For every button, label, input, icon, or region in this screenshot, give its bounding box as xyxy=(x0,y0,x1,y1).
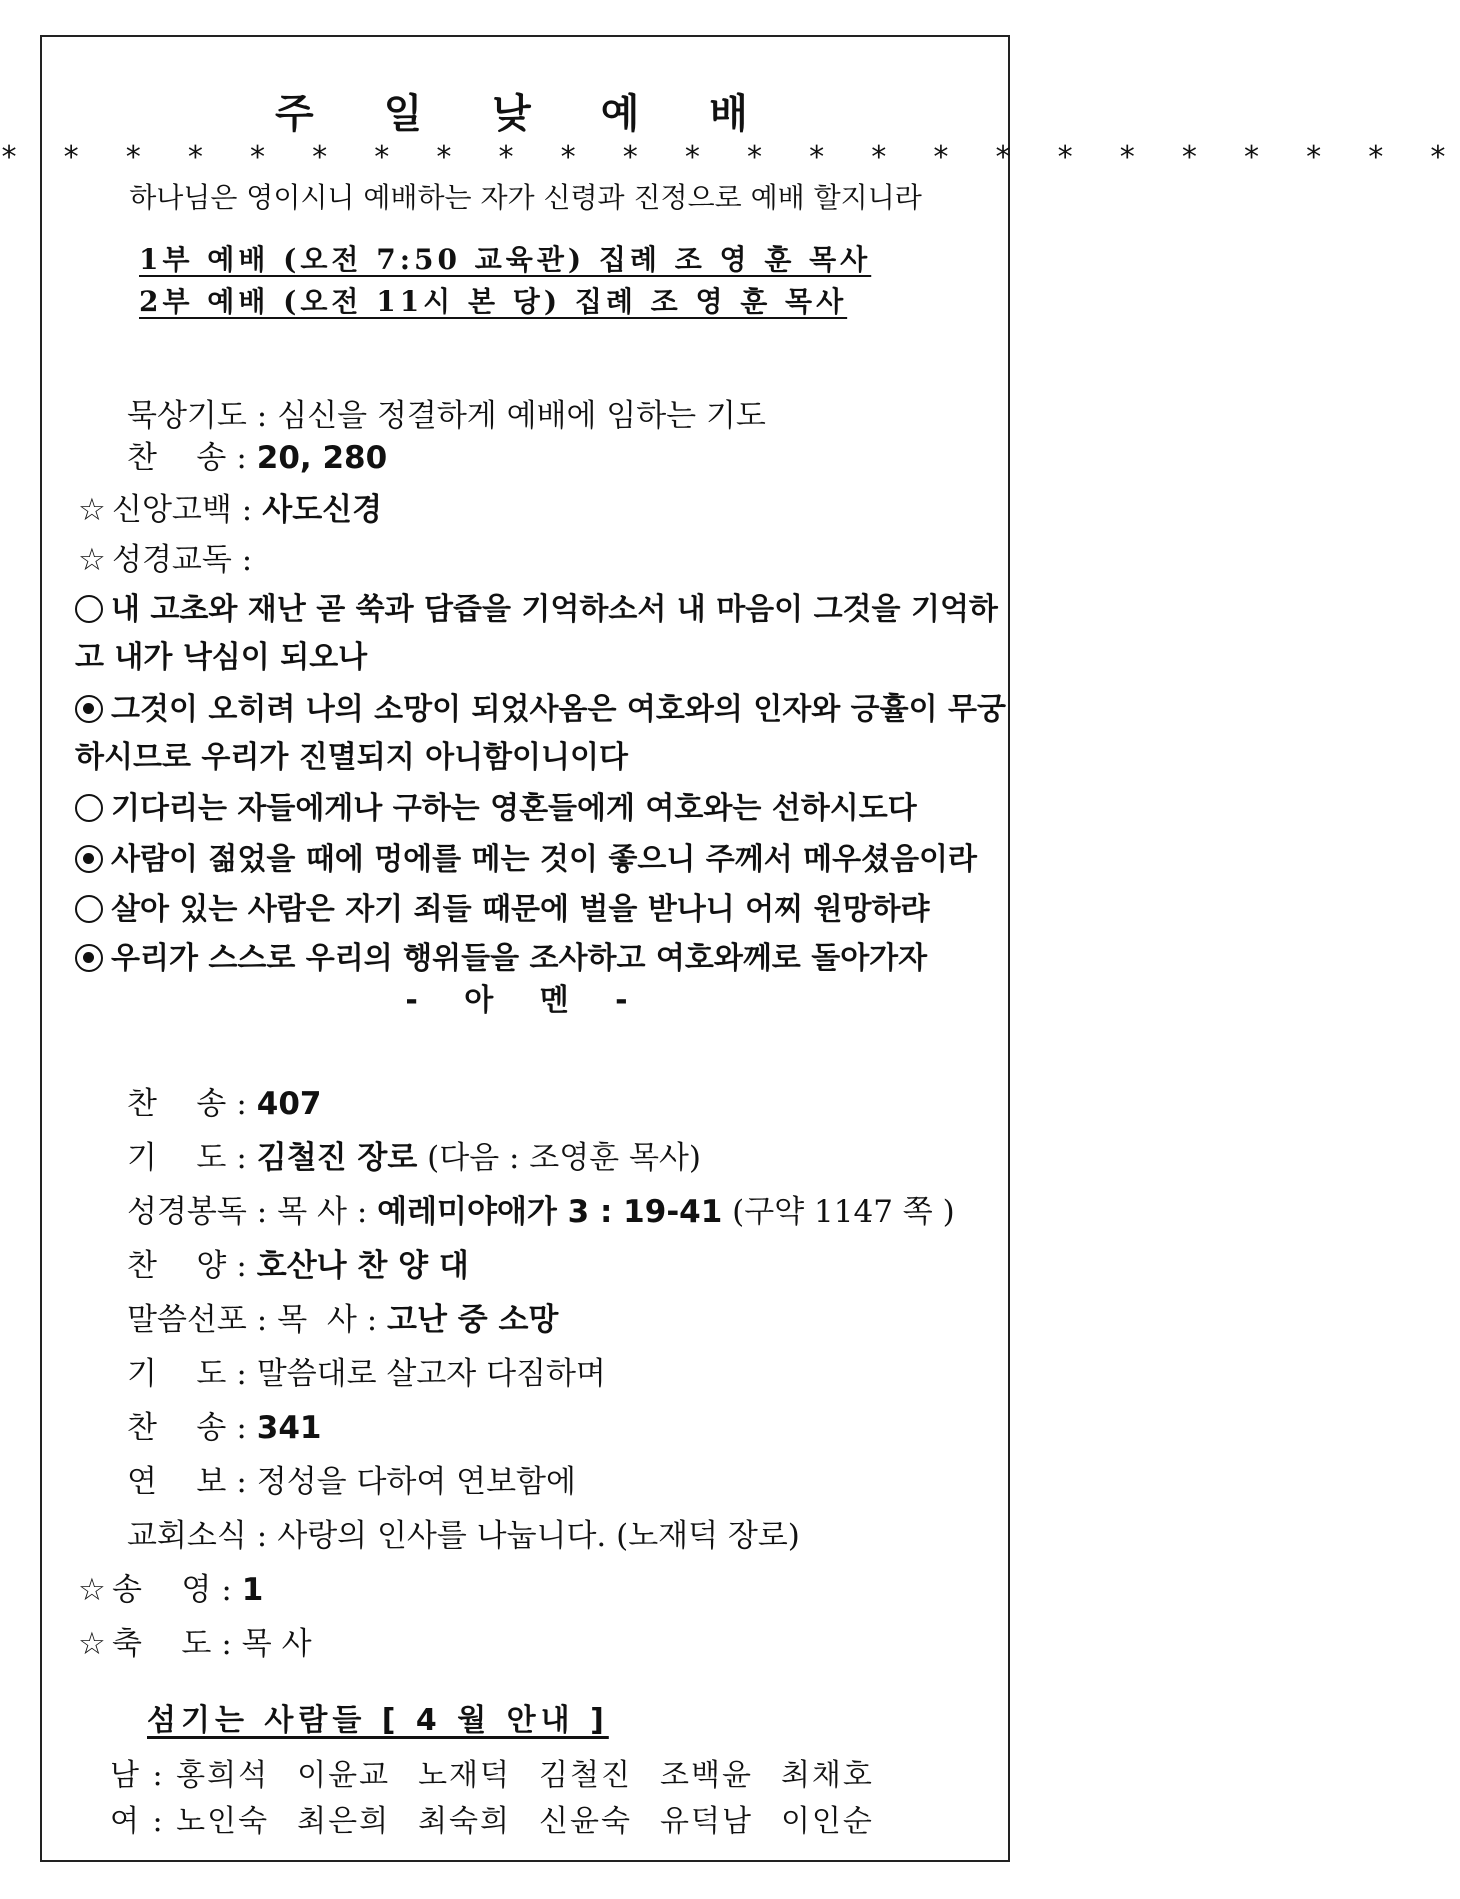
opening-row: 묵상기도 : 심신을 정결하게 예배에 임하는 기도 xyxy=(127,398,766,434)
opening-label: 찬 송 xyxy=(127,440,227,476)
opening-row: 찬 송 : 20, 280 xyxy=(127,440,388,476)
scripture-line: 사람이 젊었을 때에 멍에를 메는 것이 좋으니 주께서 메우셨음이라 xyxy=(75,834,977,878)
opening-value: 사도신경 xyxy=(262,492,383,528)
order-row: 기 도 : 김철진 장로 (다음 : 조영훈 목사) xyxy=(127,1140,701,1176)
order-row: 말씀선포 : 목 사 : 고난 중 소망 xyxy=(127,1302,559,1338)
order-row: 교회소식 : 사랑의 인사를 나눕니다. (노재덕 장로) xyxy=(127,1518,800,1554)
motto: 하나님은 영이시니 예배하는 자가 신령과 진정으로 예배 할지니라 xyxy=(129,181,922,214)
order-row: 찬 송 : 407 xyxy=(127,1086,322,1122)
scripture-line: 하시므로 우리가 진멸되지 아니함이니이다 xyxy=(75,740,628,775)
open-circle-icon xyxy=(75,794,103,822)
star-icon: ☆ xyxy=(78,542,106,578)
page-title: 주 일 낮 예 배 xyxy=(275,91,776,137)
opening-value: 20, 280 xyxy=(256,440,388,476)
scripture-line: 그것이 오히려 나의 소망이 되었사옴은 여호와의 인자와 긍휼이 무궁 xyxy=(75,684,1006,728)
order-row: 찬 송 : 341 xyxy=(127,1410,322,1446)
opening-label: 묵상기도 xyxy=(127,398,247,434)
amen: - 아 멘 - xyxy=(405,983,646,1018)
open-circle-icon xyxy=(75,895,103,923)
order-row: 찬 양 : 호산나 찬 양 대 xyxy=(127,1248,469,1284)
servants-women: 여 : 노인숙 최은희 최숙희 신윤숙 유덕남 이인순 xyxy=(110,1804,874,1839)
scripture-line: 내 고초와 재난 곧 쑥과 담즙을 기억하소서 내 마음이 그것을 기억하 xyxy=(75,584,998,628)
star-divider: * * * * * * * * * * * * * * * * * * * * * * * * xyxy=(0,140,1460,175)
filled-circle-icon xyxy=(75,845,103,873)
order-row: ☆ 축 도 : 목 사 xyxy=(78,1626,312,1662)
order-row: ☆ 송 영 : 1 xyxy=(78,1572,264,1608)
star-icon: ☆ xyxy=(78,492,106,528)
star-icon: ☆ xyxy=(78,1572,106,1608)
star-icon: ☆ xyxy=(78,1626,106,1662)
scripture-line: 살아 있는 사람은 자기 죄들 때문에 벌을 받나니 어찌 원망하랴 xyxy=(75,884,930,928)
servants-men: 남 : 홍희석 이윤교 노재덕 김철진 조백윤 최채호 xyxy=(110,1758,874,1793)
servants-title: 섬기는 사람들 [ 4 월 안내 ] xyxy=(147,1703,609,1738)
scripture-line: 우리가 스스로 우리의 행위들을 조사하고 여호와께로 돌아가자 xyxy=(75,933,927,977)
order-row: 성경봉독 : 목 사 : 예레미야애가 3 : 19-41 (구약 1147 쪽 ) xyxy=(127,1194,955,1230)
opening-row: ☆ 신앙고백 : 사도신경 xyxy=(78,492,383,528)
service-second: 2부 예배 (오전 11시 본 당) 집례 조 영 훈 목사 xyxy=(139,285,848,318)
opening-value: 심신을 정결하게 예배에 임하는 기도 xyxy=(277,398,766,434)
service-first: 1부 예배 (오전 7:50 교육관) 집례 조 영 훈 목사 xyxy=(139,243,872,276)
order-row: 연 보 : 정성을 다하여 연보함에 xyxy=(127,1464,576,1500)
filled-circle-icon xyxy=(75,944,103,972)
open-circle-icon xyxy=(75,595,103,623)
filled-circle-icon xyxy=(75,695,103,723)
scripture-line: 고 내가 낙심이 되오나 xyxy=(75,640,368,675)
order-row: 기 도 : 말씀대로 살고자 다짐하며 xyxy=(127,1356,606,1392)
opening-row: ☆ 성경교독 : xyxy=(78,542,253,578)
scripture-line: 기다리는 자들에게나 구하는 영혼들에게 여호와는 선하시도다 xyxy=(75,783,917,827)
opening-label: 신앙고백 xyxy=(112,492,232,528)
opening-label: 성경교독 xyxy=(112,542,232,578)
